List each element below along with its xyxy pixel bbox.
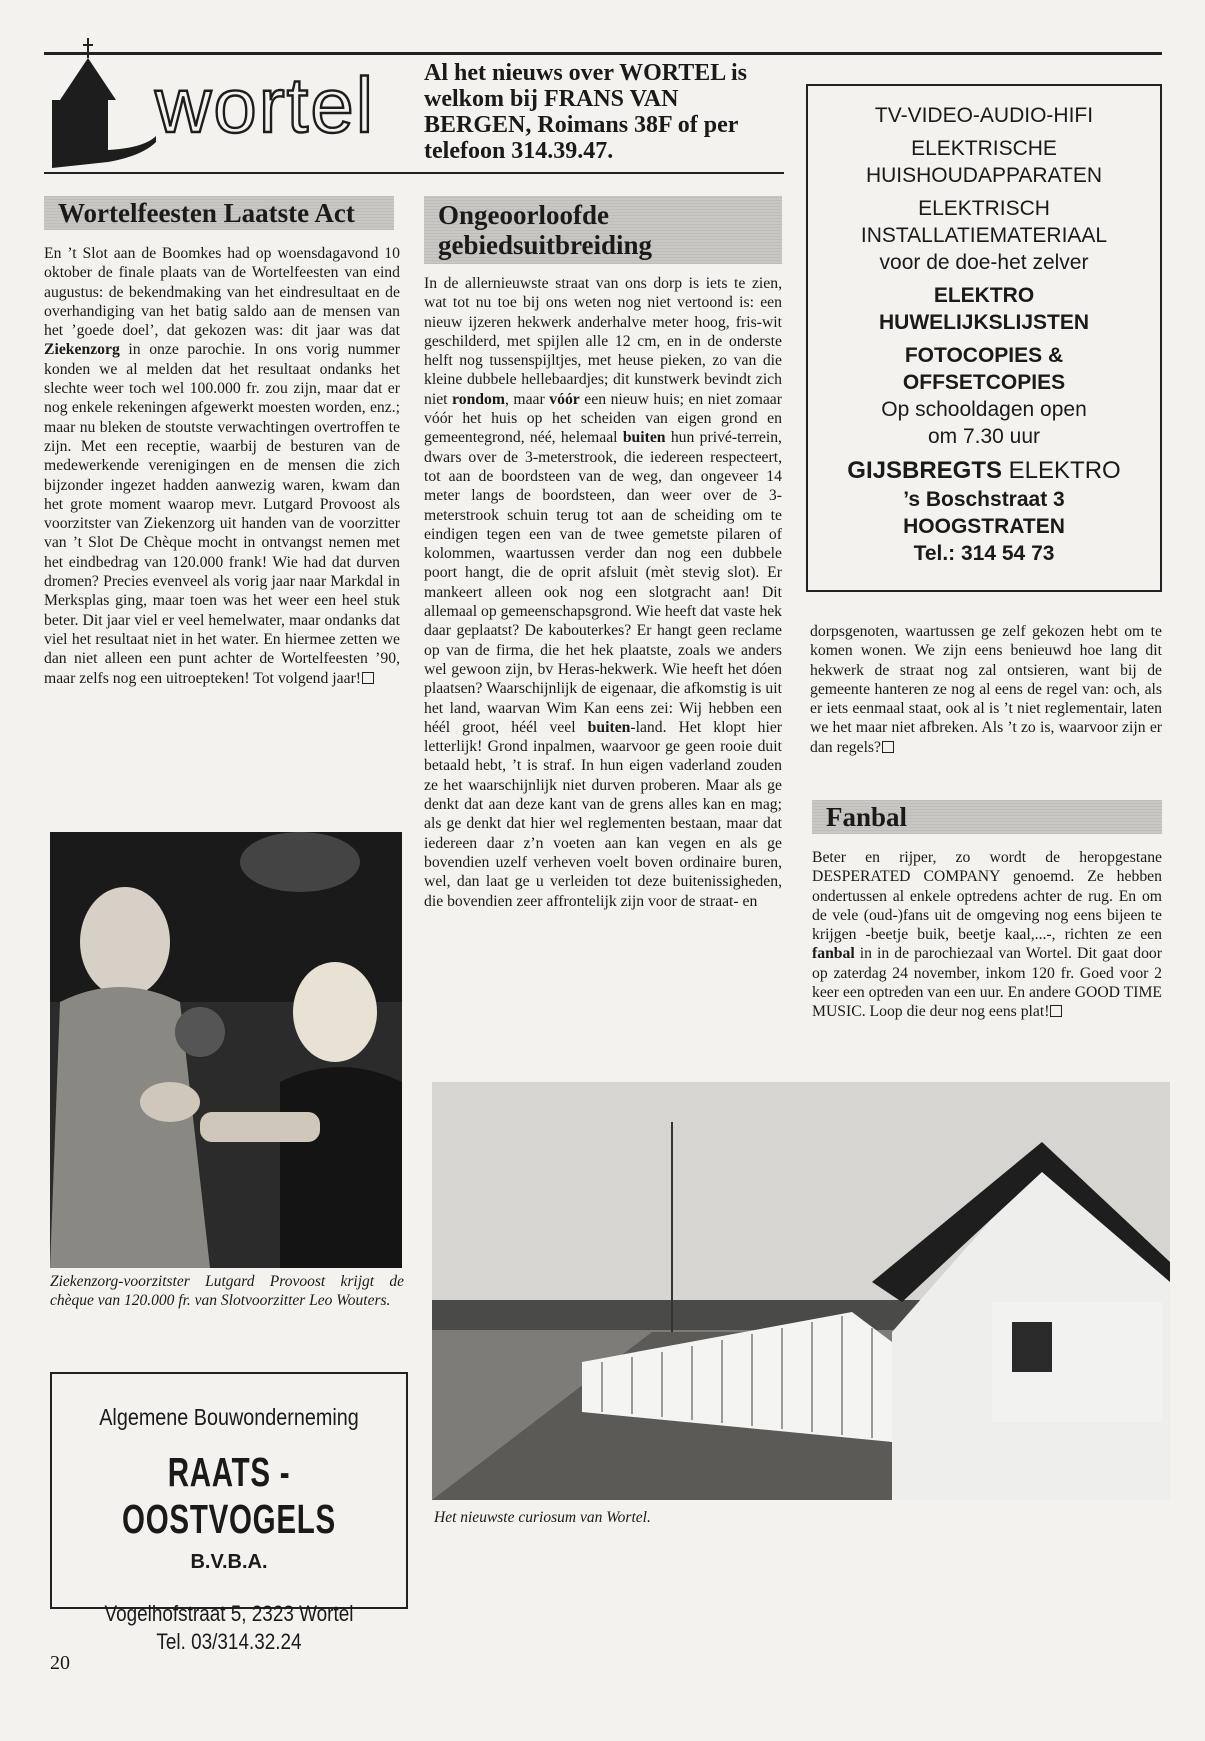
ad-line-14: ’s Boschstraat 3 [903,488,1065,511]
article1-bold-ziekenzorg: Ziekenzorg [44,341,120,359]
ad-line-2: ELEKTRISCHE [911,137,1057,160]
article2-continuation [810,622,1162,757]
article1-text-2: in onze parochie. In ons vorig nummer konden we al melden dat het resultaat ondanks het slechte weer toch wel 100.000 fr. zou zijn, maar dat er nog enkele rekeningen afgewerkt moesten worden, enz.; maar nu bleken de stoutste verwachtingen overtroffen te zijn. Met een receptie, waarbij de besturen van de medewerkende verenigingen en de mensen die zich bijzonder ingezet hadden aanwezig waren, kwam dan het grote moment waarop mevr. Lutgard Provoost als voorzitster van Ziekenzorg uit handen van de voorzitter van ’t Slot De Chèque mocht in ontvangst nemen met het eindbedrag van 120.000 frank! Wie had dat durven dromen? Precies evenveel als vorig jaar naar Markdal in Merksplas ging, maar toen was het weer een heel stuk beter. Dit jaar viel er veel hemelwater, maar ondanks dat viel het resultaat niet in het water. En hiermee zetten we dan niet alleen een punt achter de Wortelfeesten ’90, maar zelfs nog een uitroepteken! Tot volgend jaar! [44,341,400,687]
ad-line-16: Tel.: 314 54 73 [913,542,1055,565]
ad-line-6: voor de doe-het zelver [879,251,1089,274]
article2-text-5: -land. Het klopt hier letterlijk! Grond inpalmen, waarvoor ge geen rooie duit betaald hebt, ’t is straf. In hun eigen vaderland zouden ze het waarschijnlijk niet durven proberen. Maar als ge denkt dat aan deze kant van de grens alles kan en mag; als ge denkt dat hier wel reglementen bestaan, maar dat iedereen daar z’n voeten aan kan vegen en als ge bovendien uzelf verheven voelt boven ordinaire buren, wel, dan laat ge u verleiden tot deze buitenissigheden, die bovendien zeer affrontelijk zijn voor de straat- en [424,718,783,910]
raats-line-1: Algemene Bouwonderneming [99,1404,359,1430]
article2-text-4: hun privé-terrein, dwars over de 3-meterstrook, die iedereen respecteert, tot aan de boordsteen van de weg, dan ongeveer 14 meter langs de boordsteen, dan weer over de 3-meterstrook schuin terug tot aan de scheiding om te eindigen tegen een van de twee gemetste pilaren of kolommen, waartussen verder dan nog een dubbele poort hangt, die de oprit afsluit (mèt stevig slot). Er mankeert alleen ook nog een slotgracht aan! Dit allemaal op gemeenschapsgrond. Wie heeft dat vaste hek daar geplaatst? De kabouterkes? Er hangt geen reclame op van de firma, die het hek plaatste, zoals we anders wel gewoon zijn, bv Heras-hekwerk. Wie heeft het dóen plaatsen? Waarschijnlijk de eigenaar, die afkomstig is uit het land, waarvan Wim Kan eens zei: Wij hebben een héél groot, héél veel [424,429,783,736]
ad-line-10: OFFSETCOPIES [902,371,1066,394]
article2-body [424,274,782,911]
article3-body [812,848,1162,1022]
ad-line-5: INSTALLATIEMATERIAAL [860,224,1108,247]
ad-line-13 [808,456,1160,486]
article2-title [424,196,782,264]
ad-line-7: ELEKTRO [933,284,1035,307]
article3-text-1: Beter en rijper, zo wordt de heropgestane DESPERATED COMPANY genoemd. Ze hebben ondertussen al enkele optredens achter de rug. En om de vele (oud-)fans uit de omgeving nog eens bijeen te krijgen -beetje buik, beetje kaal,...-, richten ze een [812,849,1162,944]
article3-bold-fanbal: fanbal [812,945,855,963]
raats-line-3: B.V.B.A. [190,1551,268,1573]
article2-photo [432,1082,1170,1500]
masthead-logo-word: wortel [155,61,376,149]
article1-photo [50,832,402,1268]
page-number: 20 [50,1652,70,1674]
ad-brand-name: GIJSBREGTS [847,457,1002,484]
end-box-icon [882,741,894,753]
raats-line-4: Vogelhofstraat 5, 2323 Wortel [104,1601,354,1626]
ad-brand-suffix: ELEKTRO [1002,457,1121,484]
ad-line-1: TV-VIDEO-AUDIO-HIFI [874,104,1094,127]
article2-text-1: In de allernieuwste straat van ons dorp is iets te zien, wat tot nu toe bij ons weten nog niet vertoond is: een nieuw ijzeren hekwerk anderhalve meter hoog, fris-wit geschilderd, met spijlen alle 12 cm, en in de onderste helft nog tussenspijltjes, met heuse pieken, zo van die kleine dubbele hellebaardjes; dit kunstwerk bevindt zich niet [424,275,782,408]
article2-title-line-1: Ongeoorloofde [438,200,609,230]
article3-text-2: in in de parochiezaal van Wortel. Dit gaat door op zaterdag 24 november, inkom 120 fr. Goed voor 2 keer een optreden van een uur. En andere GOOD TIME MUSIC. Loop die deur nog eens plat! [812,945,1162,1021]
article2-bold-buiten-land: buiten [587,718,631,736]
ad-line-15: HOOGSTRATEN [903,515,1065,538]
article2-photo-caption: Het nieuwste curiosum van Wortel. [434,1509,651,1526]
article2-title-line-2: gebiedsuitbreiding [438,230,653,260]
raats-line-2: RAATS - OOSTVOGELS [122,1449,336,1542]
article2-text-3: een nieuw huis; en niet zomaar vóór het huis op het scheiden van eigen grond en gemeentegrond, néé, helemaal [424,390,782,447]
gijsbregts-elektro-ad [806,84,1162,592]
article1-text-1: En ’t Slot aan de Boomkes had op woensdagavond 10 oktober de finale plaats van de Wortelfeesten van eind augustus: de bekendmaking van het eindresultaat en de overhandiging van het batig saldo aan de mensen van het ’goede doel’, dat gekozen was: dit jaar was dat [44,245,400,340]
end-box-icon [1050,1005,1062,1017]
article1-photo-caption: Ziekenzorg-voorzitster Lutgard Provoost krijgt de chèque van 120.000 fr. van Slotvoorzitter Leo Wouters. [50,1273,404,1309]
article2-text-2: , maar [504,390,550,408]
article1-body [44,244,400,688]
ad-line-9: FOTOCOPIES & [904,344,1064,367]
article2-bold-voor: vóór [549,390,580,408]
article2-bold-rondom: rondom [452,390,505,408]
ad-line-8: HUWELIJKSLIJSTEN [878,311,1090,334]
ad-line-3: HUISHOUDAPPARATEN [865,164,1103,187]
article2-bold-buiten: buiten [622,429,666,447]
raats-oostvogels-ad [50,1372,408,1654]
ad-line-11: Op schooldagen open [881,398,1087,421]
masthead-rule [44,172,784,174]
article2-text-6: dorpsgenoten, waartussen ge zelf gekozen hebt om te komen wonen. We zijn eens benieuwd hoe lang dit hekwerk de straat nog zal ontsieren, want bij de gemeente hanteren ze nog al eens de regel van: och, als er iets eenmaal staat, ook al is ’t niet reglementair, laten we het maar niet afbreken. Als ’t zo is, waarvoor zijn er dan regels? [810,623,1162,756]
masthead-intro: Al het nieuws over WORTEL is welkom bij FRANS VAN BERGEN, Roimans 38F of per telefoon 314.39.47. [424,60,747,164]
article3-title: Fanbal [812,800,1162,834]
ad-line-12: om 7.30 uur [927,425,1041,448]
article1-title: Wortelfeesten Laatste Act [44,196,394,230]
ad-line-4: ELEKTRISCH [918,197,1050,220]
end-box-icon [362,672,374,684]
raats-line-5: Tel. 03/314.32.24 [156,1629,302,1654]
